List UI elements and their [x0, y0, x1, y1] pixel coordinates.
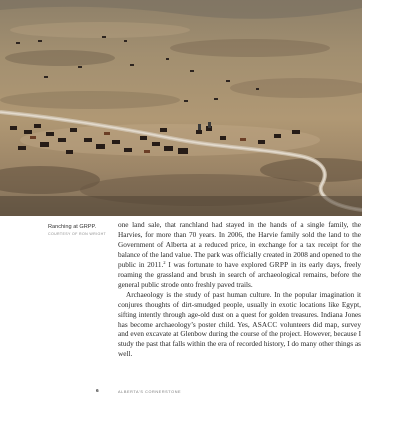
running-head: ALBERTA’S CORNERSTONE: [118, 389, 182, 394]
paragraph-2: [118, 291, 361, 361]
cattle-grazing-photo: [0, 0, 362, 216]
paragraph-2-text-a: Archaeology is the study of past human culture. In the popular imagination it conjures thoughts of dirt-smudged people, usually in exotic locations like Egypt, sifting intently through age-old dust on a quest for golden treasures. Indiana Jones has become archaeology’s poster child. Yes,: [118, 290, 361, 329]
footnote-marker: 2: [163, 259, 166, 265]
caption-title: Ranching at GRPP.: [48, 224, 97, 230]
body-text: [118, 221, 361, 360]
caption-credit: COURTESY OF RON WRIGHT: [48, 232, 107, 236]
paragraph-1-text-c: in its early days, freely roaming the grassland and brush in search of archaeological remains, before the general public strode onto freshly paved trails.: [118, 260, 362, 289]
acronym-grpp: GRPP: [269, 260, 289, 269]
acronym-asacc: ASACC: [252, 320, 278, 329]
page-number: 6: [96, 389, 99, 394]
photo-caption: [48, 224, 114, 237]
paragraph-1-text-b: I was fortunate to have explored: [165, 260, 270, 269]
page-footer: [0, 389, 400, 397]
paragraph-2-text-b: volunteers did map, survey and even excavate at Glenbow during the course of the project. However, because I study the past that falls within the era of recorded history, I do many other things as well.: [118, 320, 361, 359]
paragraph-1-text-a: one land sale, that ranchland had stayed in the hands of a single family, the Harvies, for more than 70 years. In 2006, the Harvie family sold the land to the Government of Alberta at a reduced price, in exchange for a tax receipt for the balance of the land value. The park was officially created in 2008 and opened to the public in 2011.: [118, 221, 361, 269]
paragraph-1: [118, 221, 361, 291]
ranch-landscape-illustration: [0, 0, 362, 216]
